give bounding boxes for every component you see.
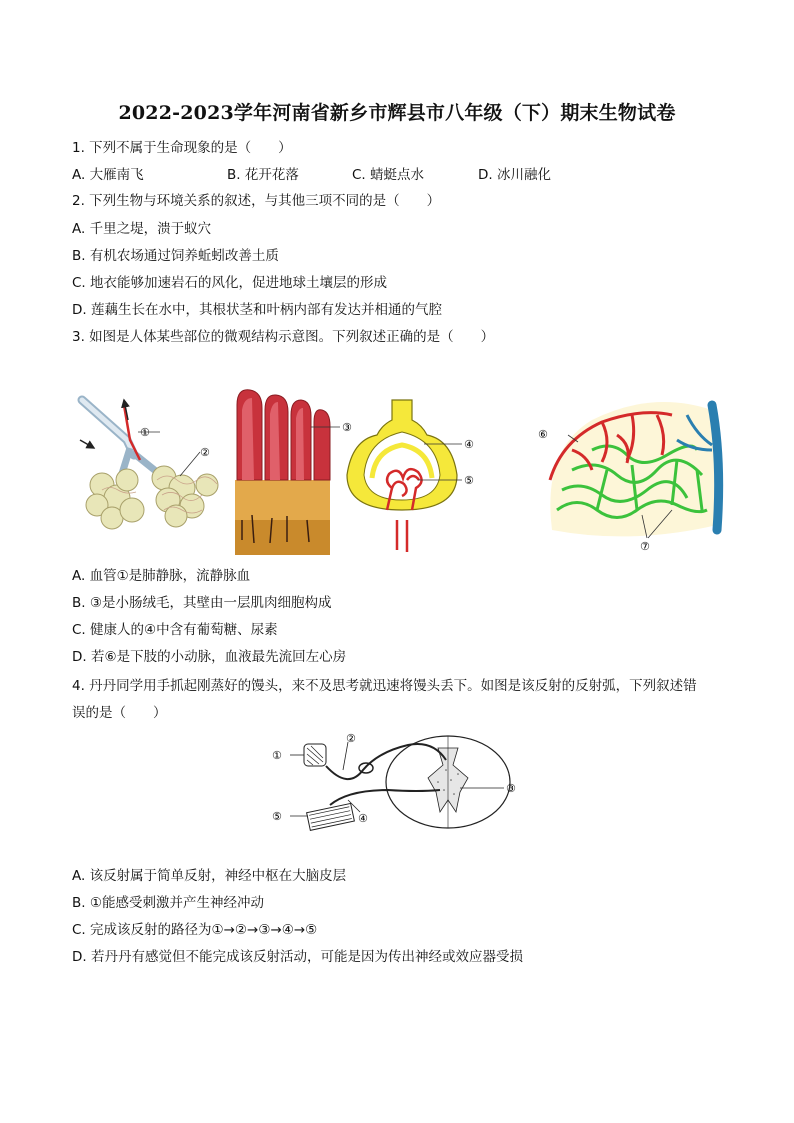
q3-option-b: B. ③是小肠绒毛，其壁由一层肌肉细胞构成 (72, 595, 332, 611)
label-2: ② (200, 446, 210, 459)
q1-option-b: B. 花开花落 (227, 167, 299, 183)
q3-option-a: A. 血管①是肺静脉，流静脉血 (72, 568, 251, 584)
q3-option-c: C. 健康人的④中含有葡萄糖、尿素 (72, 622, 278, 638)
q2-option-b: B. 有机农场通过饲养蚯蚓改善土质 (72, 248, 279, 264)
question-2-stem: 2. 下列生物与环境关系的叙述，与其他三项不同的是（ ） (72, 193, 441, 209)
label-1: ① (140, 426, 150, 439)
q1-option-d: D. 冰川融化 (478, 167, 551, 183)
villi-diagram (235, 390, 340, 555)
arc-label-3: ③ (506, 782, 516, 795)
exam-title: 2022-2023学年河南省新乡市辉县市八年级（下）期末生物试卷 (118, 102, 676, 124)
capillary-diagram (550, 402, 719, 538)
q4-option-d: D. 若丹丹有感觉但不能完成该反射活动，可能是因为传出神经或效应器受损 (72, 949, 523, 965)
question-4-stem-line-2: 误的是（ ） (72, 705, 167, 721)
label-7: ⑦ (640, 540, 650, 553)
q2-option-d: D. 莲藕生长在水中，其根状茎和叶柄内部有发达并相通的气腔 (72, 302, 442, 318)
q3-option-d: D. 若⑥是下肢的小动脉，血液最先流回左心房 (72, 649, 347, 665)
q2-option-c: C. 地衣能够加速岩石的风化，促进地球土壤层的形成 (72, 275, 388, 291)
question-3-stem: 3. 如图是人体某些部位的微观结构示意图。下列叙述正确的是（ ） (72, 329, 495, 345)
q1-option-a: A. 大雁南飞 (72, 167, 144, 183)
arc-label-5: ⑤ (272, 810, 282, 823)
glomerulus-diagram (347, 400, 462, 552)
q4-reflex-arc-figure (268, 730, 528, 840)
label-5: ⑤ (464, 474, 474, 487)
question-1-stem: 1. 下列不属于生命现象的是（ ） (72, 140, 292, 156)
receptor (304, 744, 326, 766)
arc-label-4: ④ (358, 812, 368, 825)
label-3: ③ (342, 421, 352, 434)
label-6: ⑥ (538, 428, 548, 441)
q3-figure (72, 380, 732, 560)
effector (307, 803, 355, 830)
q4-option-c: C. 完成该反射的路径为①→②→③→④→⑤ (72, 922, 318, 938)
q1-option-c: C. 蜻蜓点水 (352, 167, 425, 183)
alveoli-diagram (80, 400, 218, 529)
label-4: ④ (464, 438, 474, 451)
q4-option-b: B. ①能感受刺激并产生神经冲动 (72, 895, 264, 911)
q4-option-a: A. 该反射属于简单反射，神经中枢在大脑皮层 (72, 868, 347, 884)
arc-label-2: ② (346, 732, 356, 745)
arc-label-1: ① (272, 749, 282, 762)
spinal-cord (386, 736, 510, 828)
q2-option-a: A. 千里之堤，溃于蚁穴 (72, 221, 212, 237)
question-4-stem-line-1: 4. 丹丹同学用手抓起刚蒸好的馒头，来不及思考就迅速将馒头丢下。如图是该反射的反射弧，下列叙述错 (72, 678, 697, 694)
